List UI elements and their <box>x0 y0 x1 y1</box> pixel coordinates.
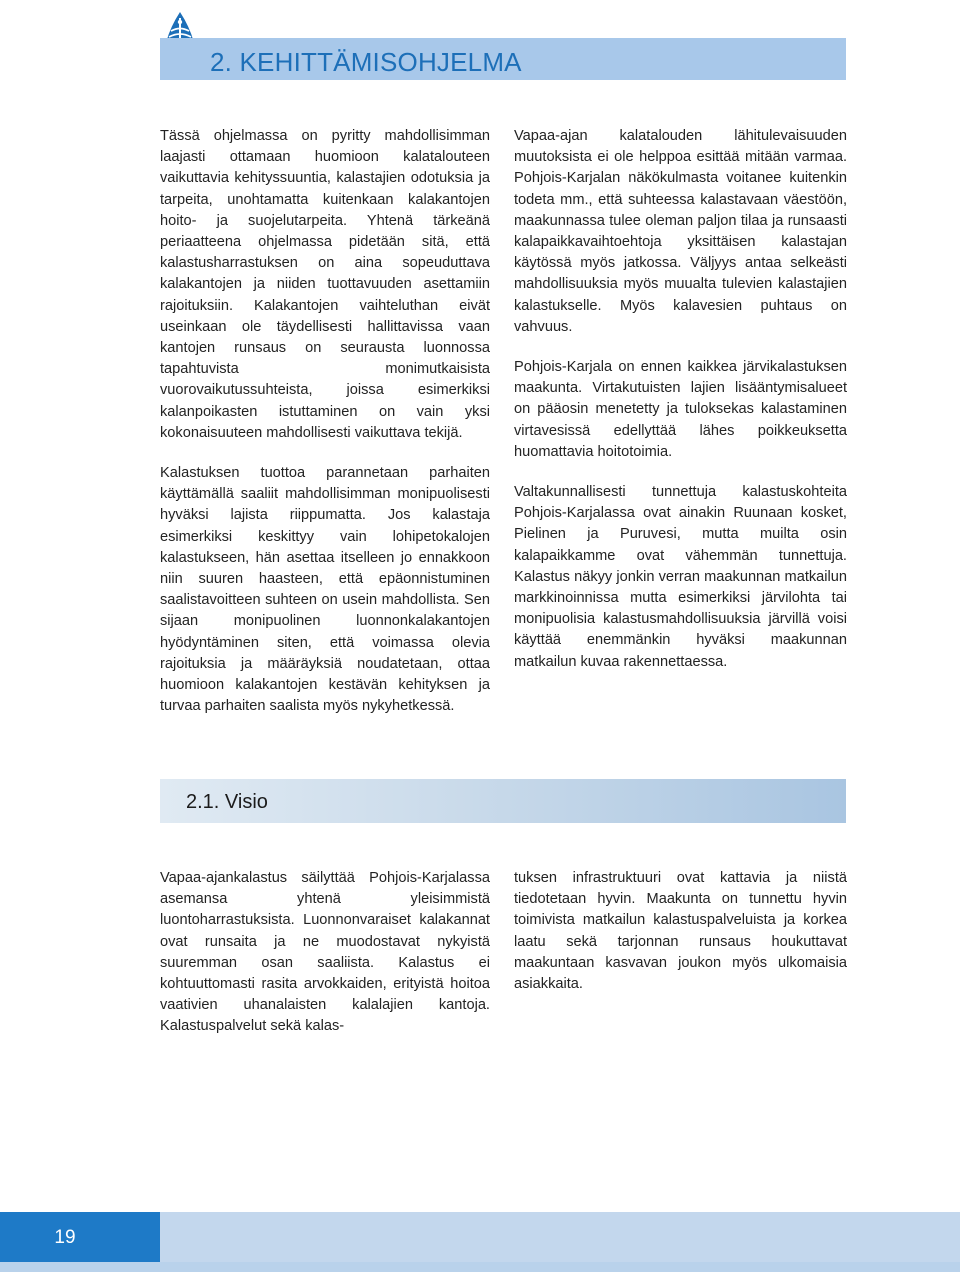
body-paragraph: tuksen infrastruktuuri ovat kattavia ja niistä tiedotetaan hyvin. Maakunta on tunnettu hyvin toimivista matkailun kalastuspalveluista ja korkea laatu sekä tarjonnan runsaus houkuttavat maakuntaan kasvavan joukon myös ulkomaisia asiakkaita. <box>514 870 847 993</box>
footer-strip <box>0 1262 960 1272</box>
page-title: 2. KEHITTÄMISOHJELMA <box>210 47 522 77</box>
body-paragraph: Valtakunnallisesti tunnettuja kalastuskohteita Pohjois-Karjalassa ovat ainakin Ruunaan kosket, Pielinen ja Puruvesi, mutta muilta osin kalapaikkamme ovat vähemmän tunnettuja. Kalastus näkyy jonkin verran maakunnan matkailun markkinoinnissa mutta esimerkiksi järvilohta tai monipuolisia kalastusmahdollisuuksia järvillä voisi käyttää enemmänkin hyväksi maakunnan matkailun kuvaa rakennettaessa. <box>514 484 847 670</box>
body-paragraph: Vapaa-ajan kalatalouden lähitulevaisuuden muutoksista ei ole helppoa esittää mitään varmaa. Pohjois-Karjalan näkökulmasta voitanee kuitenkin todeta mm., että suhteessa kalastavaan väestöön, maakunnassa tulee oleman paljon tilaa ja runsaasti kalapaikkavaihtoehtoja yksittäisen kalastajan käytössä myös jatkossa. Väljyys antaa selkeästi mahdollisuuksia myös muualta tulevien kalastajien kalastukselle. Myös kalavesien puhtaus on vahvuus. <box>514 128 847 335</box>
page-number-tab <box>0 1212 160 1262</box>
section-1-left-column <box>160 126 490 717</box>
section-2-left-column <box>160 868 490 1038</box>
body-paragraph: Pohjois-Karjala on ennen kaikkea järvikalastuksen maakunta. Virtakutuisten lajien lisääntymisalueet on pääosin menetetty ja tuloksekas kalastaminen virtavesissä edellyttää lähes poikkeuksetta huomattavia hoitotoimia. <box>514 359 847 460</box>
body-paragraph: Kalastuksen tuottoa parannetaan parhaiten käyttämällä saaliit mahdollisimman monipuolisesti hyväksi lajista riippumatta. Jos kalastaja esimerkiksi keskittyy vain lohipetokalojen kalastukseen, hän asettaa itselleen jo ennakkoon niin suuren haasteen, että epäonnistuminen saalistavoitteen suhteen on usein mahdollista. Sen sijaan monipuolinen luonnonkalakantojen hyödyntäminen siten, että voimassa olevia rajoituksia ja määräyksiä noudatetaan, ottaa huomioon kalakantojen kestävän kehityksen ja turvaa parhaiten saalista myös nykyhetkessä. <box>160 465 490 715</box>
page-number: 19 <box>54 1227 76 1248</box>
section-heading-band <box>160 779 846 823</box>
section-2-right-column <box>514 868 847 995</box>
section-heading: 2.1. Visio <box>186 791 268 813</box>
body-paragraph: Vapaa-ajankalastus säilyttää Pohjois-Karjalassa asemansa yhtenä yleisimmistä luontoharrastuksista. Luonnonvaraiset kalakannat ovat runsaita ja ne muodostavat nykyistä suuremman osan saaliista. Kalastus ei kohtuuttomasti rasita arvokkaiden, erityistä hoitoa vaativien uhanalaisten kalalajien kantoja. Kalastuspalvelut sekä kalas- <box>160 870 490 1035</box>
section-1-right-column <box>514 126 847 673</box>
body-paragraph: Tässä ohjelmassa on pyritty mahdollisimman laajasti ottamaan huomioon kalatalouteen vaikuttavia kehityssuuntia, kalastajien odotuksia ja tarpeita, unohtamatta kuitenkaan kalakantojen hoito- ja suojelutarpeita. Yhtenä tärkeänä periaatteena ohjelmassa pidetään sitä, että kalastusharrastuksen on aina sopeuduttava kalakantojen ja niiden tuottavuuden asettamiin rajoituksiin. Kalakantojen vaihteluthan eivät useinkaan ole täydellisesti hallittavissa vaan kantojen runsaus on seurausta luonnossa tapahtuvista monimutkaisista vuorovaikutussuhteista, joissa esimerkiksi kalanpoikasten istuttaminen on vain yksi kokonaisuuteen mahdollisesti vaikuttava tekijä. <box>160 128 490 441</box>
